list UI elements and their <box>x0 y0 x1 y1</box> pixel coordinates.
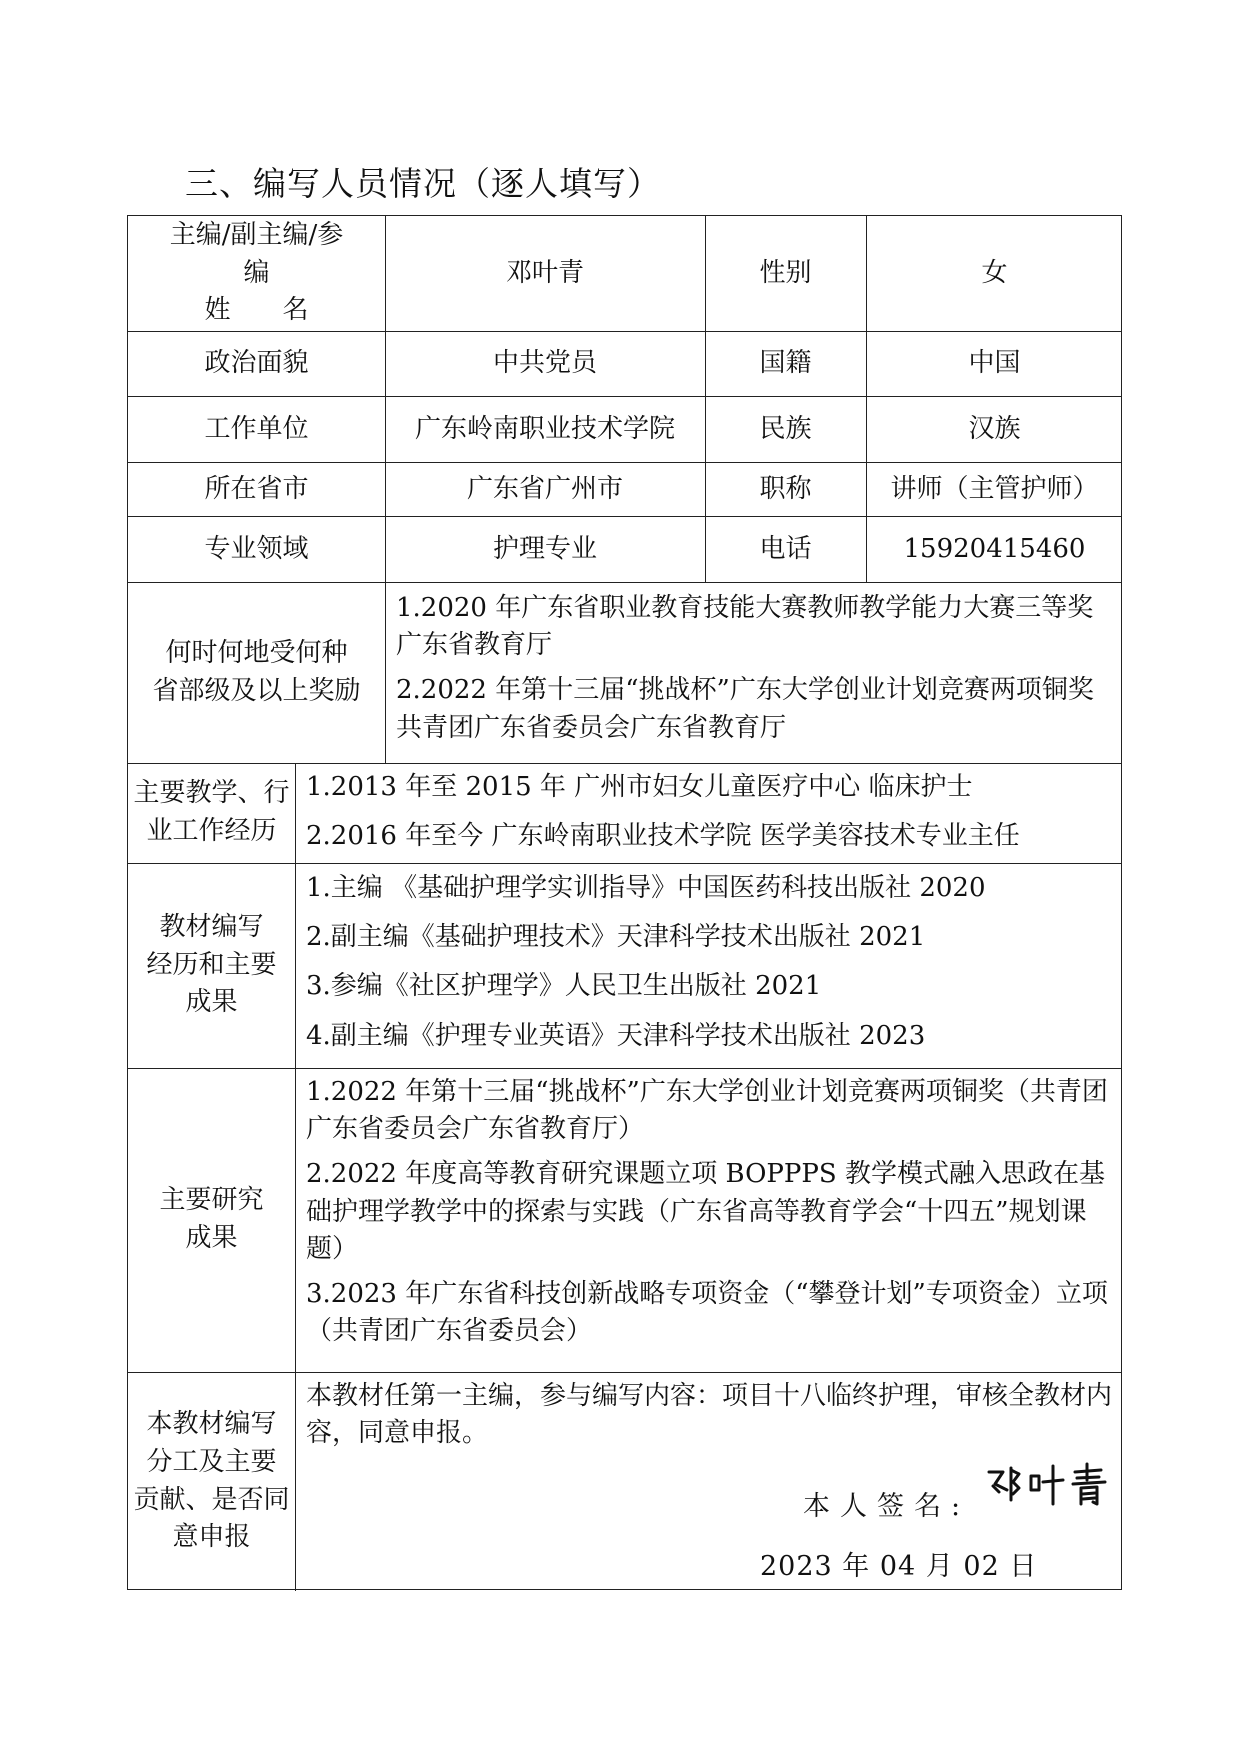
employer-value: 广东岭南职业技术学院 <box>414 413 675 444</box>
name-label <box>128 216 385 331</box>
name-label-line: 主编/副主编/参 <box>169 219 344 250</box>
location-value: 广东省广州市 <box>466 473 623 504</box>
contribution-label-line: 分工及主要 <box>146 1446 277 1477</box>
textbooks-label-line: 成果 <box>185 987 238 1018</box>
textbooks-list <box>306 870 1116 1055</box>
ethnicity-label: 民族 <box>759 413 812 444</box>
research-list <box>306 1074 1116 1350</box>
gender-label: 性别 <box>759 258 812 289</box>
contribution-label-line: 本教材编写 <box>146 1409 277 1440</box>
textbook-item: 1.主编 《基础护理学实训指导》中国医药科技出版社 2020 <box>306 873 986 903</box>
contribution-paragraph: 本教材任第一主编，参与编写内容：项目十八临终护理，审核全教材内容，同意申报。 <box>306 1381 1113 1449</box>
politics-value: 中共党员 <box>492 348 597 379</box>
ethnicity-value: 汉族 <box>968 413 1021 444</box>
nationality-value: 中国 <box>968 348 1021 379</box>
contribution-label-line: 贡献、是否同 <box>133 1484 290 1515</box>
research-item: 3.2023 年广东省科技创新战略专项资金（“攀登计划”专项资金）立项（共青团广东省委员会） <box>306 1278 1108 1347</box>
signature-date: 2023 年 04 月 02 日 <box>760 1551 1038 1582</box>
award-item: 2.2022 年第十三届“挑战杯”广东大学创业计划竞赛两项铜奖共青团广东省委员会广东省教育厅 <box>396 675 1094 743</box>
title-value: 讲师（主管护师） <box>890 473 1099 504</box>
experience-label-line: 业工作经历 <box>146 816 277 846</box>
employer-label: 工作单位 <box>204 413 309 444</box>
experience-list <box>306 769 1116 855</box>
experience-item: 2.2016 年至今 广东岭南职业技术学院 医学美容技术专业主任 <box>306 821 1020 852</box>
textbook-item: 4.副主编《护理专业英语》天津科学技术出版社 2023 <box>306 1020 926 1051</box>
contribution-text <box>306 1378 1116 1452</box>
field-label: 专业领域 <box>204 533 309 564</box>
signature-label: 本人签名: <box>803 1491 971 1522</box>
politics-label: 政治面貌 <box>204 348 309 379</box>
section-heading: 三、编写人员情况（逐人填写） <box>185 164 661 203</box>
experience-label <box>128 763 295 863</box>
research-label-line: 成果 <box>185 1223 238 1253</box>
experience-item: 1.2013 年至 2015 年 广州市妇女儿童医疗中心 临床护士 <box>306 772 973 802</box>
textbook-item: 2.副主编《基础护理技术》天津科学技术出版社 2021 <box>306 922 926 953</box>
research-label-line: 主要研究 <box>159 1185 264 1216</box>
author-info-table <box>127 215 1122 1590</box>
research-item: 2.2022 年度高等教育研究课题立项 BOPPPS 教学模式融入思政在基础护理学教学中的探索与实践（广东省高等教育学会“十四五”规划课题） <box>306 1159 1105 1264</box>
contribution-label <box>128 1372 295 1591</box>
awards-label-line: 何时何地受何种 <box>165 637 348 668</box>
textbooks-label <box>128 863 295 1068</box>
awards-list <box>396 590 1114 747</box>
research-item: 1.2022 年第十三届“挑战杯”广东大学创业计划竞赛两项铜奖（共青团广东省委员会广东省教育厅） <box>306 1077 1108 1145</box>
location-label: 所在省市 <box>204 473 309 504</box>
phone-value: 15920415460 <box>903 533 1086 564</box>
contribution-label-line: 意申报 <box>172 1522 251 1553</box>
award-item: 1.2020 年广东省职业教育技能大赛教师教学能力大赛三等奖广东省教育厅 <box>396 593 1094 661</box>
nationality-label: 国籍 <box>759 348 812 379</box>
name-value: 邓叶青 <box>505 258 584 289</box>
textbooks-label-line: 教材编写 <box>159 911 264 942</box>
column-divider <box>295 763 296 1591</box>
gender-value: 女 <box>981 258 1008 289</box>
field-value: 护理专业 <box>492 533 597 564</box>
textbook-item: 3.参编《社区护理学》人民卫生出版社 2021 <box>306 971 822 1002</box>
name-label-line: 姓 名 <box>204 295 309 326</box>
awards-label <box>128 582 385 763</box>
handwritten-signature <box>983 1460 1113 1510</box>
textbooks-label-line: 经历和主要 <box>146 949 277 980</box>
awards-label-line: 省部级及以上奖励 <box>152 675 361 706</box>
experience-label-line: 主要教学、行 <box>133 778 290 809</box>
phone-label: 电话 <box>759 533 812 564</box>
name-label-line: 编 <box>243 257 270 288</box>
research-label <box>128 1068 295 1372</box>
title-label: 职称 <box>759 473 812 504</box>
